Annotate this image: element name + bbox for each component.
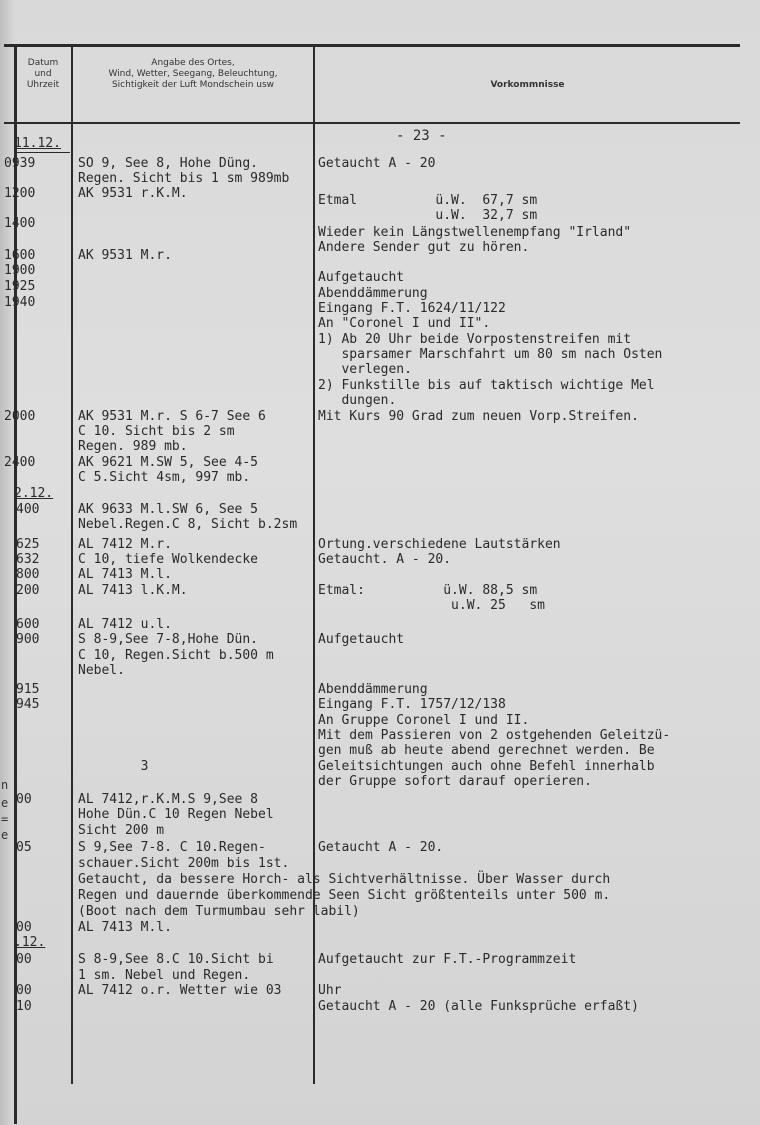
event-cell: gen muß ab heute abend gerechnet werden. Be — [318, 743, 655, 758]
event-cell: An Gruppe Coronel I und II. — [318, 713, 530, 728]
header-time: Datum und Uhrzeit — [26, 58, 60, 90]
time-cell: 2000 — [4, 409, 36, 424]
place-cell: AL 7413 M.l. — [78, 567, 172, 582]
margin-mark: e — [1, 828, 9, 842]
place-cell: C 10, tiefe Wolkendecke — [78, 552, 259, 567]
event-cell: Getaucht A - 20 (alle Funksprüche erfaßt) — [318, 999, 639, 1014]
time-cell: 00 — [16, 920, 32, 935]
place-cell: (Boot nach dem Turmumbau sehr labil) — [78, 904, 360, 919]
time-cell: 900 — [16, 632, 40, 647]
event-cell: Andere Sender gut zu hören. — [318, 240, 530, 255]
place-cell: 1 sm. Nebel und Regen. — [78, 968, 251, 983]
place-cell: Nebel. — [78, 663, 125, 678]
place-cell: AK 9633 M.l.SW 6, See 5 — [78, 502, 259, 517]
place-cell: AK 9531 M.r. — [78, 248, 172, 263]
event-cell: Mit Kurs 90 Grad zum neuen Vorp.Streifen. — [318, 409, 639, 424]
place-cell: Regen und dauernde überkommende Seen Sicht größtenteils unter 500 m. — [78, 888, 611, 903]
time-cell: 945 — [16, 697, 40, 712]
date-underline-1 — [14, 152, 70, 153]
time-cell: 632 — [16, 552, 40, 567]
event-cell: Aufgetaucht — [318, 632, 405, 647]
header-events: Vorkommnisse — [490, 80, 565, 90]
event-cell: Aufgetaucht zur F.T.-Programmzeit — [318, 952, 577, 967]
time-cell: 00 — [16, 952, 32, 967]
event-cell: Getaucht A - 20. — [318, 840, 444, 855]
time-cell: 1900 — [4, 263, 36, 278]
event-cell: Uhr — [318, 983, 342, 998]
time-cell: 05 — [16, 840, 32, 855]
place-cell: Regen. Sicht bis 1 sm 989mb — [78, 171, 290, 186]
event-cell: Aufgetaucht — [318, 270, 405, 285]
time-cell: 1400 — [4, 216, 36, 231]
place-cell: schauer.Sicht 200m bis 1st. — [78, 856, 290, 871]
date-cell: 11.12. — [14, 136, 61, 151]
place-cell: AL 7412 M.r. — [78, 537, 172, 552]
place-cell: AL 7412 o.r. Wetter wie 03 — [78, 983, 282, 998]
time-cell: 400 — [16, 502, 40, 517]
time-cell: 1925 — [4, 279, 36, 294]
time-cell: 600 — [16, 617, 40, 632]
event-cell: Eingang F.T. 1624/11/122 — [318, 301, 506, 316]
time-cell: 1200 — [4, 186, 36, 201]
event-cell: Getaucht. A - 20. — [318, 552, 452, 567]
place-cell: S 8-9,See 7-8,Hohe Dün. — [78, 632, 259, 647]
place-cell: Hohe Dün.C 10 Regen Nebel — [78, 807, 274, 822]
place-cell: AK 9531 r.K.M. — [78, 186, 188, 201]
time-cell: 1940 — [4, 295, 36, 310]
time-cell: 200 — [16, 583, 40, 598]
place-cell: S 8-9,See 8.C 10.Sicht bi — [78, 952, 274, 967]
event-cell: Eingang F.T. 1757/12/138 — [318, 697, 506, 712]
time-cell: 915 — [16, 682, 40, 697]
event-cell: verlegen. — [318, 362, 412, 377]
date-cell: 2.12. — [14, 486, 54, 501]
place-cell: Nebel.Regen.C 8, Sicht b.2sm — [78, 517, 298, 532]
event-cell: 1) Ab 20 Uhr beide Vorpostenstreifen mit — [318, 332, 632, 347]
place-cell: Getaucht, da bessere Horch- als Sichtverhältnisse. Über Wasser durch — [78, 872, 611, 887]
top-rule — [4, 44, 740, 47]
time-cell: 800 — [16, 567, 40, 582]
event-cell: Abenddämmerung — [318, 682, 428, 697]
header-place: Angabe des Ortes, Wind, Wetter, Seegang, Beleuchtung, Sichtigkeit der Luft Mondschein usw — [108, 58, 278, 90]
time-cell: 1600 — [4, 248, 36, 263]
event-cell: Etmal ü.W. 67,7 sm — [318, 193, 538, 208]
page-number: - 23 - — [396, 128, 447, 144]
event-cell: u.W. 25 sm — [318, 598, 545, 613]
time-cell: 2400 — [4, 455, 36, 470]
place-cell: 3 — [78, 759, 149, 774]
event-cell: Wieder kein Längstwellenempfang "Irland" — [318, 225, 632, 240]
place-cell: AK 9621 M.SW 5, See 4-5 — [78, 455, 259, 470]
margin-mark: = — [1, 812, 9, 826]
date-cell: .12. — [14, 935, 46, 950]
event-cell: Geleitsichtungen auch ohne Befehl innerhalb — [318, 759, 655, 774]
event-cell: Getaucht A - 20 — [318, 156, 436, 171]
place-cell: S 9,See 7-8. C 10.Regen- — [78, 840, 266, 855]
place-cell: AL 7412 u.l. — [78, 617, 172, 632]
place-cell: C 10. Sicht bis 2 sm — [78, 424, 235, 439]
time-cell: 10 — [16, 999, 32, 1014]
event-cell: Abenddämmerung — [318, 286, 428, 301]
event-cell: Ortung.verschiedene Lautstärken — [318, 537, 561, 552]
place-cell: C 10, Regen.Sicht b.500 m — [78, 648, 274, 663]
event-cell: der Gruppe sofort darauf operieren. — [318, 774, 592, 789]
time-cell: 00 — [16, 792, 32, 807]
time-cell: 00 — [16, 983, 32, 998]
event-cell: An "Coronel I und II". — [318, 316, 491, 331]
event-cell: Etmal: ü.W. 88,5 sm — [318, 583, 538, 598]
header-rule — [4, 122, 740, 124]
event-cell: dungen. — [318, 393, 397, 408]
place-cell: AK 9531 M.r. S 6-7 See 6 — [78, 409, 266, 424]
time-cell: 625 — [16, 537, 40, 552]
place-cell: SO 9, See 8, Hohe Düng. — [78, 156, 259, 171]
place-cell: AL 7413 l.K.M. — [78, 583, 188, 598]
margin-mark: n — [1, 778, 9, 792]
place-cell: AL 7413 M.l. — [78, 920, 172, 935]
time-cell: 0939 — [4, 156, 36, 171]
place-cell: AL 7412,r.K.M.S 9,See 8 — [78, 792, 259, 807]
event-cell: 2) Funkstille bis auf taktisch wichtige Mel — [318, 378, 655, 393]
place-cell: Sicht 200 m — [78, 823, 165, 838]
margin-mark: e — [1, 796, 9, 810]
event-cell: Mit dem Passieren von 2 ostgehenden Geleitzü- — [318, 728, 671, 743]
event-cell: sparsamer Marschfahrt um 80 sm nach Osten — [318, 347, 663, 362]
place-cell: Regen. 989 mb. — [78, 439, 188, 454]
event-cell: u.W. 32,7 sm — [318, 208, 538, 223]
place-cell: C 5.Sicht 4sm, 997 mb. — [78, 470, 251, 485]
